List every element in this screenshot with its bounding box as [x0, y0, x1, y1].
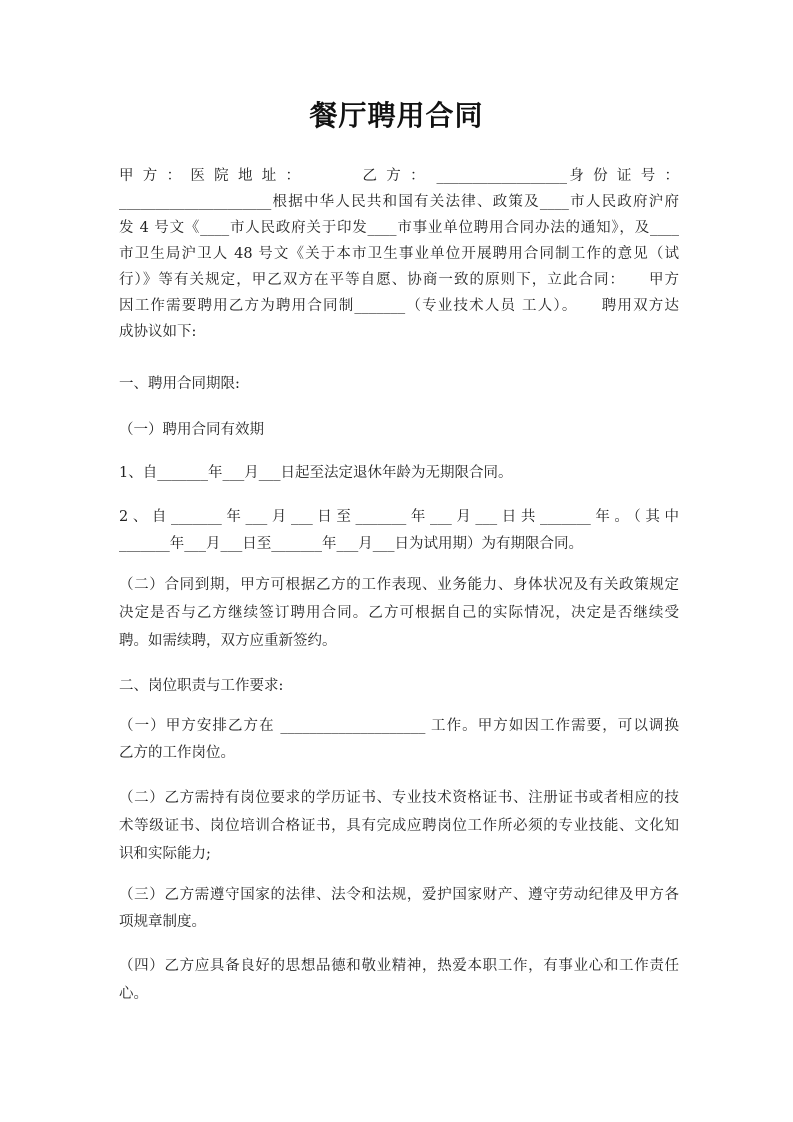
- text-line: 2、自_______年___月___日至_______年___月___日共_______年。（其中: [119, 509, 679, 525]
- text-line: 心。: [119, 986, 148, 1002]
- document-title: 餐厅聘用合同: [309, 99, 484, 132]
- text-line: 甲 方 ： 医 院 地 址 ： 乙 方 ： __________________身 份 证 号 ：: [119, 168, 679, 184]
- text-line: 乙方的工作岗位。: [119, 745, 235, 761]
- text-line: （三）乙方需遵守国家的法律、法令和法规，爱护国家财产、遵守劳动纪律及甲方各: [119, 887, 679, 903]
- text-line: （二）合同到期，甲方可根据乙方的工作表现、业务能力、身体状况及有关政策规定: [119, 577, 679, 593]
- text-line: _______年___月___日至_______年___月___日为试用期）为有期限合同。: [119, 536, 583, 552]
- text-line: _____________________根据中华人民共和国有关法律、政策及____市人民政府沪府: [119, 194, 679, 210]
- text-line: 术等级证书、岗位培训合格证书，具有完成应聘岗位工作所必须的专业技能、文化知: [119, 818, 679, 834]
- text-line: （四）乙方应具备良好的思想品德和敬业精神，热爱本职工作，有事业心和工作责任: [119, 958, 679, 974]
- text-line: 市卫生局沪卫人 48 号文《关于本市卫生事业单位开展聘用合同制工作的意见（试: [119, 246, 679, 262]
- text-line: （二）乙方需持有岗位要求的学历证书、专业技术资格证书、注册证书或者相应的技: [119, 790, 679, 806]
- text-line: 成协议如下:: [119, 324, 197, 340]
- text-line: 因工作需要聘用乙方为聘用合同制_______（专业技术人员 工人）。 聘用双方达: [119, 298, 679, 314]
- text-line: 行）》等有关规定，甲乙双方在平等自愿、协商一致的原则下，立此合同： 甲方: [119, 272, 679, 288]
- text-line: （一）甲方安排乙方在 ____________________ 工作。甲方如因工作需要，可以调换: [119, 718, 679, 734]
- text-line: 项规章制度。: [119, 914, 206, 930]
- text-line: 识和实际能力;: [119, 846, 211, 862]
- text-line: 聘。如需续聘，双方应重新签约。: [119, 633, 337, 649]
- text-line: 1、自_______年___月___日起至法定退休年龄为无期限合同。: [119, 465, 513, 481]
- section-heading: 二、岗位职责与工作要求:: [119, 678, 284, 694]
- section-heading: 一、聘用合同期限:: [119, 376, 240, 392]
- sub-heading: （一）聘用合同有效期: [119, 422, 264, 438]
- text-line: 决定是否与乙方继续签订聘用合同。乙方可根据自己的实际情况，决定是否继续受: [119, 605, 679, 621]
- text-line: 发 4 号文《____市人民政府关于印发____市事业单位聘用合同办法的通知》，及____: [119, 220, 679, 236]
